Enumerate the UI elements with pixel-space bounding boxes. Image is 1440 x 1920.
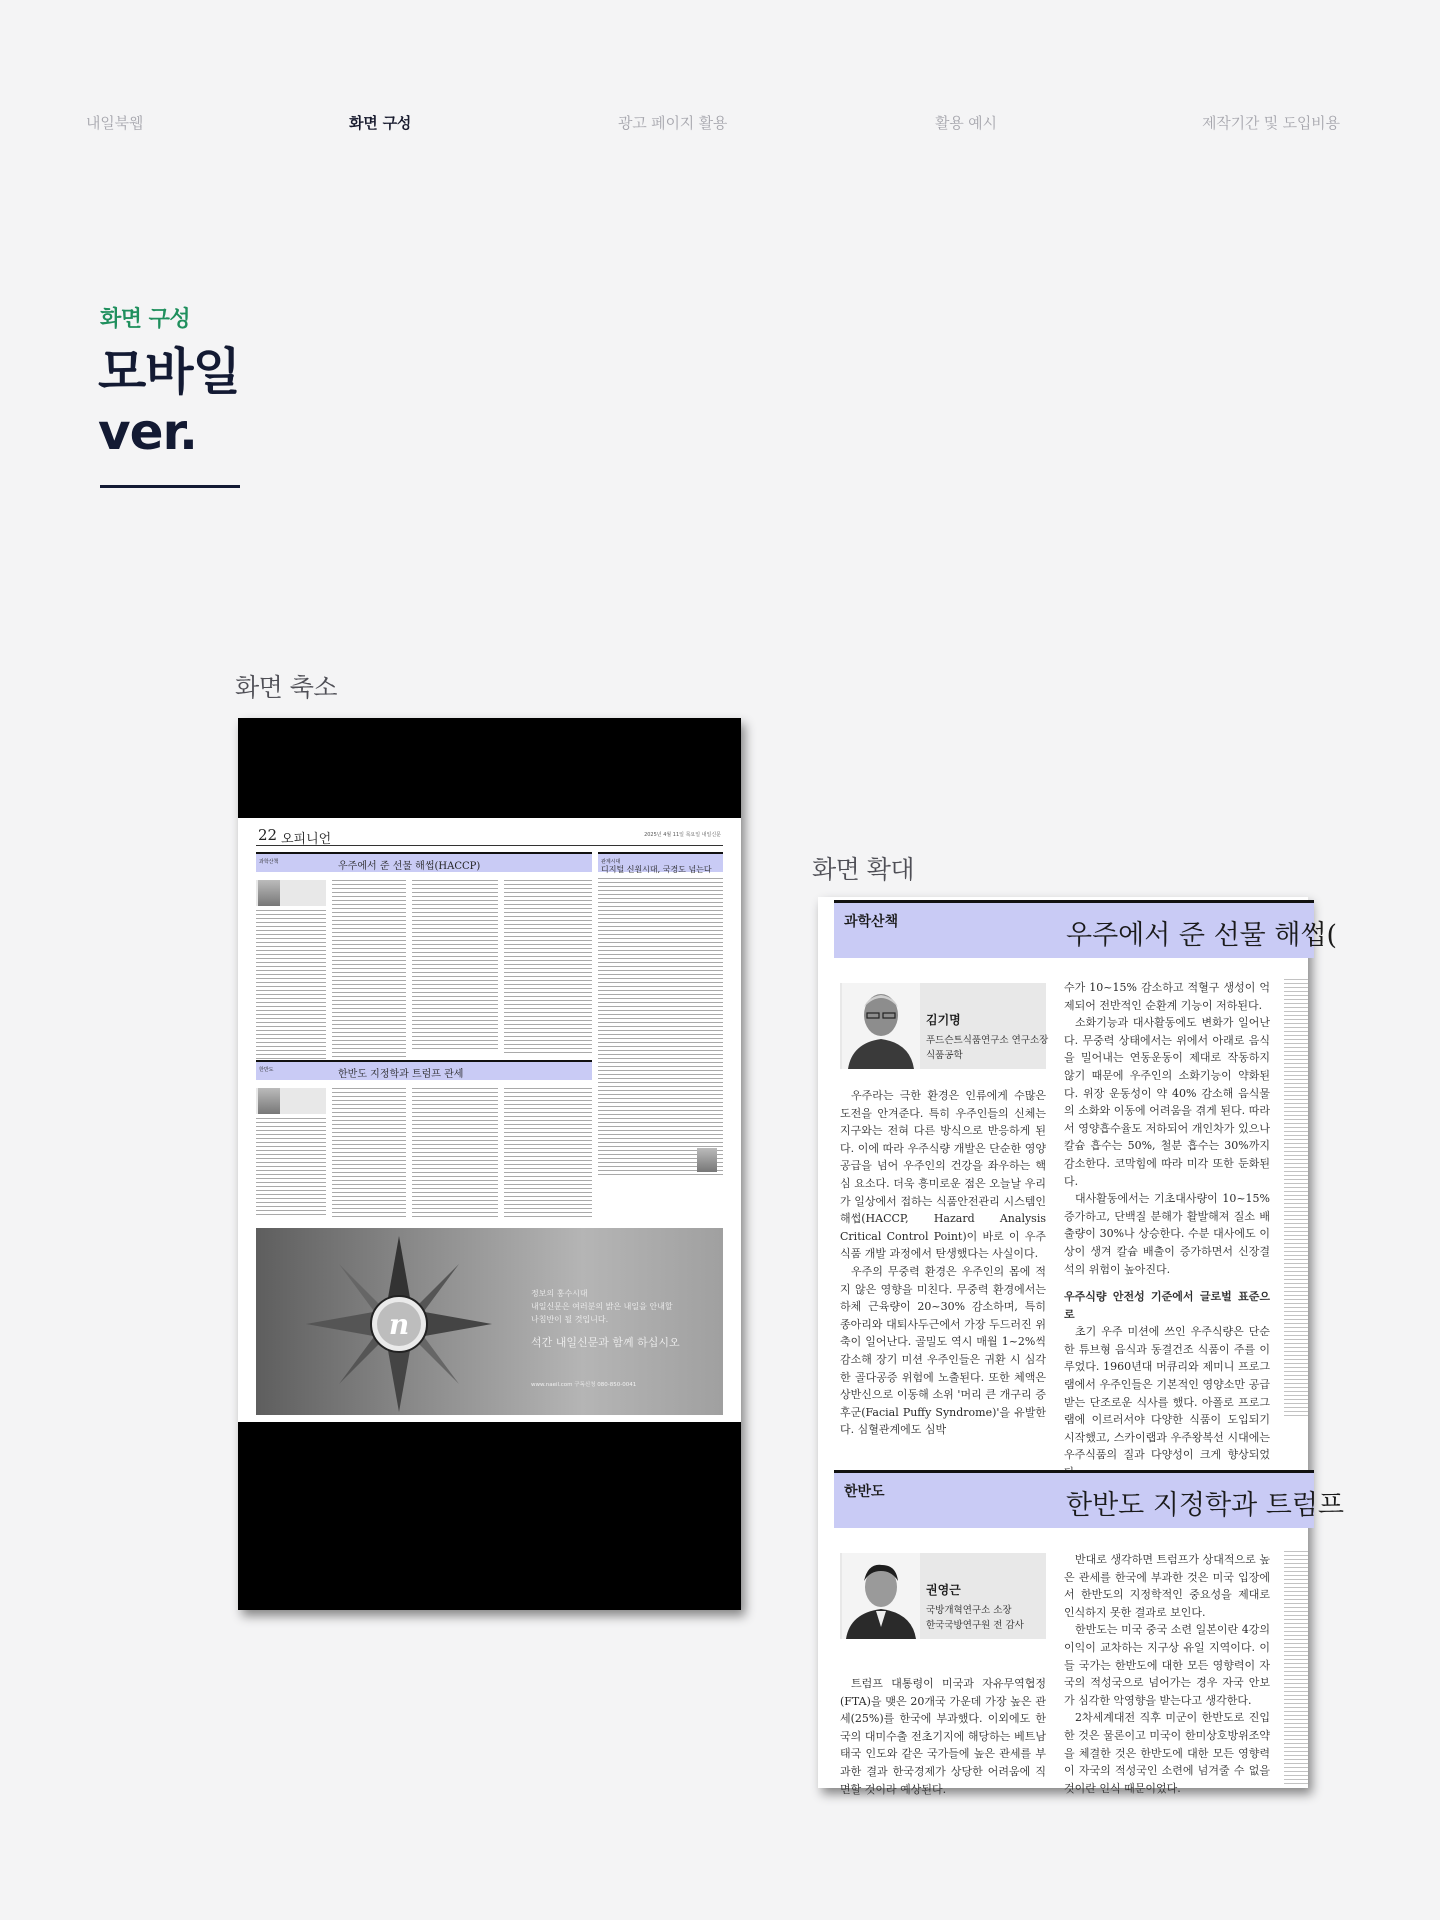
zoom-article1-col2-para4: 초기 우주 미션에 쓰인 우주식량은 단순한 튜브형 음식과 동결건조 식품이 주를 이루었다. 1960년대 머큐리와 제미니 프로그램에서 우주인들은 기본적인 영양소만 공급받는 단조로운 식사를 했다. 아폴로 프로그램에 이르러서야 다양한 식품이 도입되기 시작했고, 스카이랩과 우주왕복선 시대에는 우주식품의 질과 다양성이 크게 향상되었 xyxy=(1064,1325,1270,1462)
zoom-article1-col1-para1: 우주라는 극한 환경은 인류에게 수많은 도전을 안겨준다. 특히 우주인들의 신체는 지구와는 전혀 다른 방식으로 반응하게 된다. 이에 따라 우주식량 개발은 단순한 영양 공급을 넘어 우주인의 건강을 좌우하는 핵심 요소다. 더욱 흥미로운 점은 오늘날 우리가 일상에서 접하는 식품안전관리 시스템인 해썹(HACCP, Hazard Analysis Critical Control Point)이 바로 이 우주식품 개발 과정에서 탄생했다는 사실이다. xyxy=(840,1089,1046,1261)
zoom-article1-subheading: 우주식량 안전성 기준에서 글로벌 표준으로 xyxy=(1064,1290,1270,1321)
article2-text-col2 xyxy=(332,1088,406,1218)
zoom-article1-author-photo xyxy=(842,983,920,1069)
article1-headline: 우주에서 준 선물 해썹(HACCP) xyxy=(338,861,481,872)
compass-logo-icon xyxy=(304,1234,494,1414)
zoom-article2-author-role1: 국방개혁연구소 소장 xyxy=(926,1605,1012,1616)
section-name: 오피니언 xyxy=(281,832,332,847)
zoom-article1-col2-para3: 대사활동에서는 기초대사량이 10~15% 증가하고, 단백질 분해가 활발해져 질소 배출량이 30%나 상승한다. 수분 대사에도 이상이 생겨 칼슘 배출이 증가하면서 신장결석의 위험이 높아진다. xyxy=(1064,1192,1270,1276)
zoom-article1-col2 xyxy=(1064,979,1270,1462)
ad-logo-text: n xyxy=(388,1308,410,1341)
ad-line1: 정보의 홍수시대 xyxy=(531,1289,588,1298)
zoom-article2-col3-partial xyxy=(1284,1551,1308,1787)
zoom-article1-author-name: 김기명 xyxy=(926,1013,961,1027)
newspaper-header xyxy=(256,824,723,846)
section-title xyxy=(98,342,240,462)
section-underline xyxy=(100,485,240,488)
article2-band xyxy=(256,1060,592,1080)
zoom-article2-author-name: 권영근 xyxy=(926,1583,961,1597)
zoom-article1-tag: 과학산책 xyxy=(844,914,899,930)
article1-text-col4 xyxy=(504,880,592,1056)
nav-item-period-cost[interactable]: 제작기간 및 도입비용 xyxy=(1202,114,1340,132)
zoom-article1-col2-para1: 수가 10~15% 감소하고 적혈구 생성이 억제되어 전반적인 순환계 기능이 저하된다. xyxy=(1064,981,1270,1012)
ad-line2: 내일신문은 여러분의 밝은 내일을 안내할 xyxy=(531,1302,673,1311)
article3-tag: 관계시대 xyxy=(601,859,621,865)
article1-author-photo xyxy=(258,880,280,906)
article2-headline: 한반도 지정학과 트럼프 관세 xyxy=(338,1069,464,1080)
article1-text-col3 xyxy=(412,880,498,1050)
zoom-article1-headline: 우주에서 준 선물 해썹( xyxy=(1066,920,1338,951)
ad-line3: 나침반이 될 것입니다. xyxy=(531,1315,609,1324)
article2-text-col4 xyxy=(504,1088,592,1218)
article1-text-col2 xyxy=(332,880,406,1060)
newspaper-ad[interactable] xyxy=(256,1228,723,1415)
zoom-article2-col2 xyxy=(1064,1551,1270,1795)
nav-item-examples[interactable]: 활용 예시 xyxy=(935,114,997,132)
zoom-out-label: 화면 축소 xyxy=(235,673,338,702)
zoom-article1-author-role1: 푸드슨트식품연구소 연구소장 xyxy=(926,1035,1049,1046)
zoom-article2-col2-para2: 한반도는 미국 중국 소련 일본이란 4강의 이익이 교차하는 지구상 유일 지역이다. 이들 국가는 한반도에 대한 모든 영향력이 자국의 적성국으로 넘어가는 경우 자국 안보가 심각한 악영향을 받는다고 생각한다. xyxy=(1064,1623,1270,1707)
article2-text-col1 xyxy=(256,1118,326,1218)
zoom-article1-band xyxy=(834,900,1338,958)
article3-headline: 디지털 신원시대, 국경도 넘는다 xyxy=(601,865,712,874)
article3-author-photo xyxy=(697,1148,717,1172)
zoom-article2-tag: 한반도 xyxy=(844,1484,885,1500)
author-portrait-icon xyxy=(842,1553,920,1639)
zoom-article1-author-box xyxy=(840,983,1049,1069)
article1-text-col1 xyxy=(256,910,326,1060)
zoom-article2-author-box xyxy=(840,1553,1046,1639)
ad-line4: 석간 내일신문과 함께 하십시오 xyxy=(531,1336,680,1349)
zoom-article2-band xyxy=(834,1470,1344,1528)
zoom-article2-col1-para1: 트럼프 대통령이 미국과 자유무역협정(FTA)을 맺은 20개국 가운데 가장 높은 관세(25%)를 한국에 부과했다. 이외에도 한국의 대미수출 전초기지에 해당하는 베트남 태국 인도와 같은 국가들에 높은 관세를 부과한 결과 한국경제가 상당한 어려움에 직면할 것이라 예상된다. xyxy=(840,1677,1046,1796)
zoomed-in-view[interactable] xyxy=(818,897,1344,1796)
section-kicker: 화면 구성 xyxy=(100,307,191,332)
zoom-article1-col1-para2: 우주의 무중력 환경은 우주인의 몸에 적지 않은 영향을 미친다. 무중력 환경에서는 하체 근육량이 20~30% 감소하며, 특히 종아리와 대퇴사두근에서 가장 두드러진 위축이 일어난다. 골밀도 역시 매월 1~2%씩 감소해 장기 미션 우주인들은 귀환 시 심각한 골다공증 위험에 노출된다. 또한 체액은 상반신으로 이동해 소위 '머리 큰 개구리 증후군(Facial Puffy Syndrome)'을 유발한다. 심혈관계에도 심박 xyxy=(840,1264,1046,1437)
article3-band xyxy=(598,852,723,872)
page-number: 22 xyxy=(258,826,278,844)
zoom-article2-col1 xyxy=(840,1675,1046,1796)
top-nav xyxy=(0,112,1440,136)
article3-text xyxy=(598,878,723,1178)
zoom-article1-col2-para2: 소화기능과 대사활동에도 변화가 일어난다. 무중력 상태에서는 위에서 아래로 음식을 밀어내는 연동운동이 제대로 작동하지 않기 때문에 우주인의 소화기능이 약화된다. 위장 운동성이 약 40% 감소해 음식물의 소화와 이동에 어려움을 겪게 된다. 따라서 영양흡수율도 저하되어 개인차가 있으나 칼슘 흡수는 50%, 철분 흡수는 30%까지 감소한다. 코막힘에 따라 미각 또한 둔화된다. xyxy=(1064,1016,1270,1188)
nav-item-ad-page[interactable]: 광고 페이지 활용 xyxy=(618,114,728,132)
date-line: 2025년 4월 11일 목요일 내일신문 xyxy=(644,832,721,838)
zoom-article1-author-role2: 식품공학 xyxy=(926,1050,963,1061)
zoom-article1-col3-partial xyxy=(1284,979,1308,1419)
author-portrait-icon xyxy=(842,983,920,1069)
zoom-article2-col2-para1: 반대로 생각하면 트럼프가 상대적으로 높은 관세를 한국에 부과한 것은 미국 입장에서 한반도의 지정학적인 중요성을 제대로 인식하지 못한 결과로 보인다. xyxy=(1064,1553,1270,1619)
nav-item-screen-layout[interactable]: 화면 구성 xyxy=(349,114,412,132)
article1-band xyxy=(256,852,592,872)
section-title-line2: ver. xyxy=(98,403,198,461)
zoom-in-label: 화면 확대 xyxy=(812,855,915,884)
zoom-article2-author-role2: 한국국방연구원 전 감사 xyxy=(926,1620,1024,1631)
article2-author-photo xyxy=(258,1088,280,1114)
section-title-line1: 모바일 xyxy=(98,343,240,401)
ad-line5: www.naeil.com 구독신청 080-850-0041 xyxy=(531,1382,637,1388)
nav-item-naeil-bookweb[interactable]: 내일북웹 xyxy=(86,114,144,132)
zoom-article2-author-photo xyxy=(842,1553,920,1639)
zoom-article1-col1 xyxy=(840,1087,1046,1437)
article1-tag: 과학산책 xyxy=(259,859,279,865)
article2-text-col3 xyxy=(412,1088,498,1218)
zoom-article2-col2-para3: 2차세계대전 직후 미군이 한반도로 진입한 것은 물론이고 미국이 한미상호방위조약을 체결한 것은 한반도에 대한 모든 영향력이 자국의 적성국인 소련에 넘겨줄 수 없을 것이란 인식 때문이었다. xyxy=(1064,1711,1270,1795)
newspaper-page xyxy=(238,818,741,1422)
zoom-article2-headline: 한반도 지정학과 트럼프 xyxy=(1066,1490,1344,1521)
article2-tag: 한반도 xyxy=(259,1067,274,1073)
zoomed-out-phone-view[interactable] xyxy=(238,718,741,1610)
